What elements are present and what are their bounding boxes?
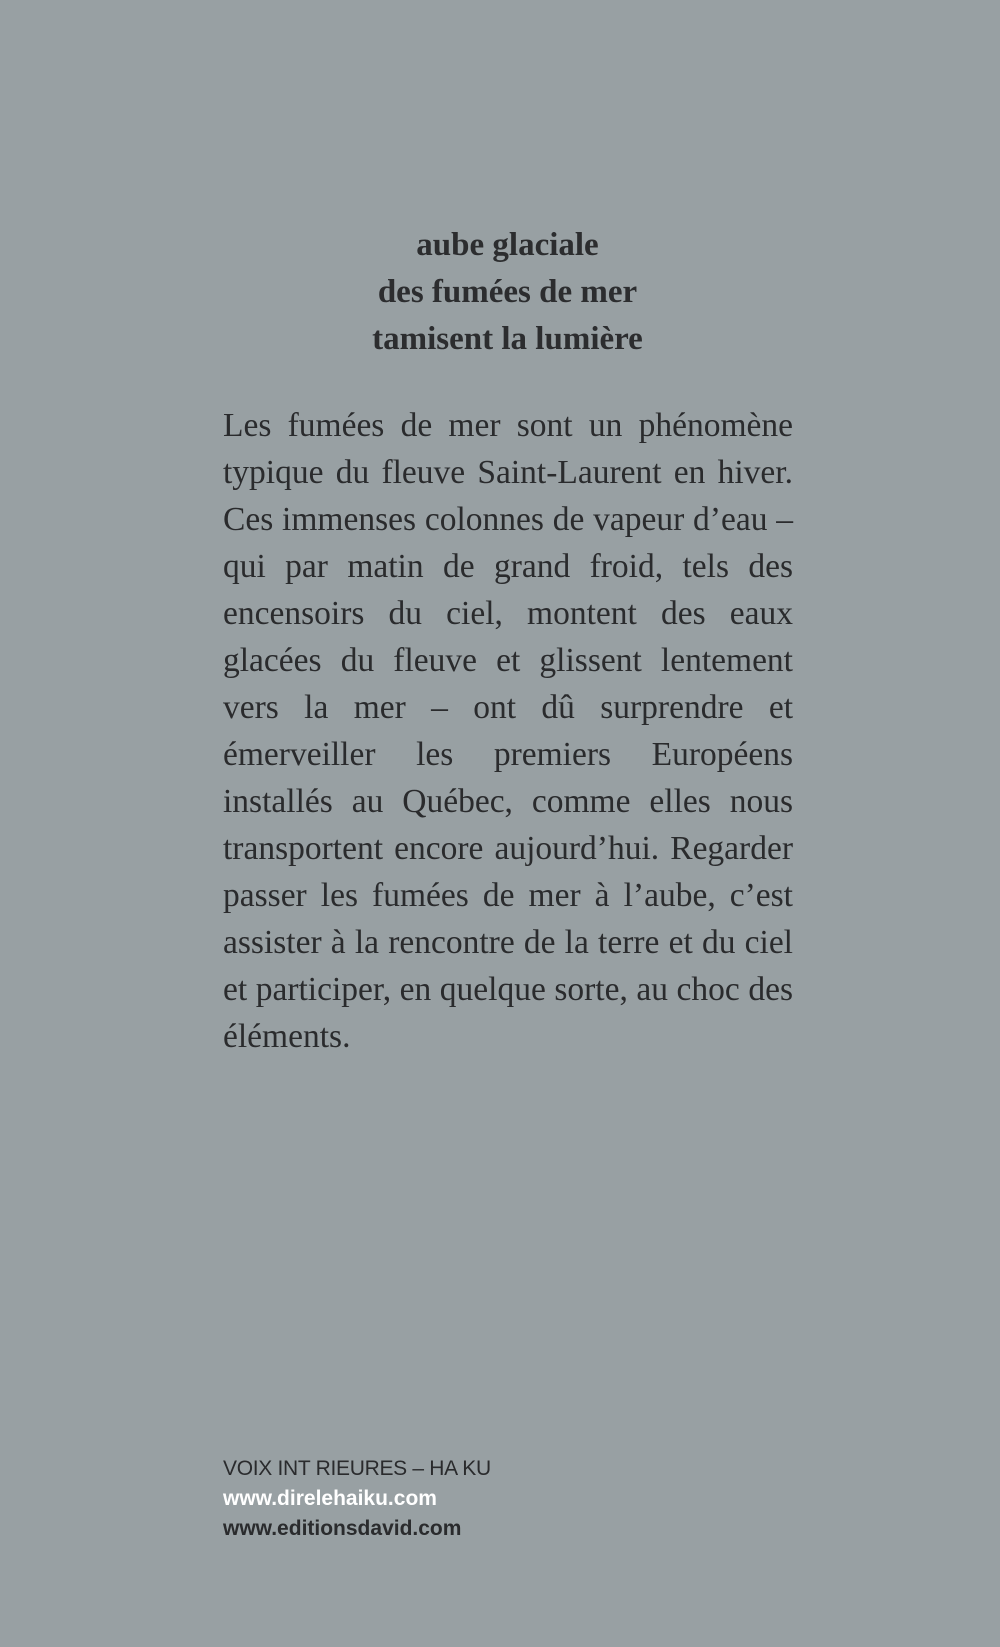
description-paragraph: Les fumées de mer sont un phénomène typique du fleuve Saint-Laurent en hiver. Ces immenses colonnes de vapeur d’eau – qui par matin de grand froid, tels des encensoirs du ciel, montent des eaux glacées du fleuve et glissent lentement vers la mer – ont dû surprendre et émerveiller les premiers Européens installés au Québec, comme elles nous transportent encore aujourd’hui. Regarder passer les fumées de mer à l’aube, c’est assister à la rencontre de la terre et du ciel et participer, en quelque sorte, au choc des éléments.	[223, 407, 793, 1055]
website-link-editionsdavid[interactable]: www.editionsdavid.com	[223, 1517, 462, 1540]
footer	[223, 1454, 491, 1544]
website-link-direlehaiku[interactable]: www.direlehaiku.com	[223, 1487, 437, 1510]
haiku-line-2: des fumées de mer	[377, 274, 638, 310]
haiku	[0, 222, 1000, 363]
haiku-line-1: aube glaciale	[416, 227, 599, 263]
series-name: VOIX INT RIEURES – HA KU	[223, 1457, 491, 1480]
haiku-line-3: tamisent la lumière	[372, 321, 643, 357]
